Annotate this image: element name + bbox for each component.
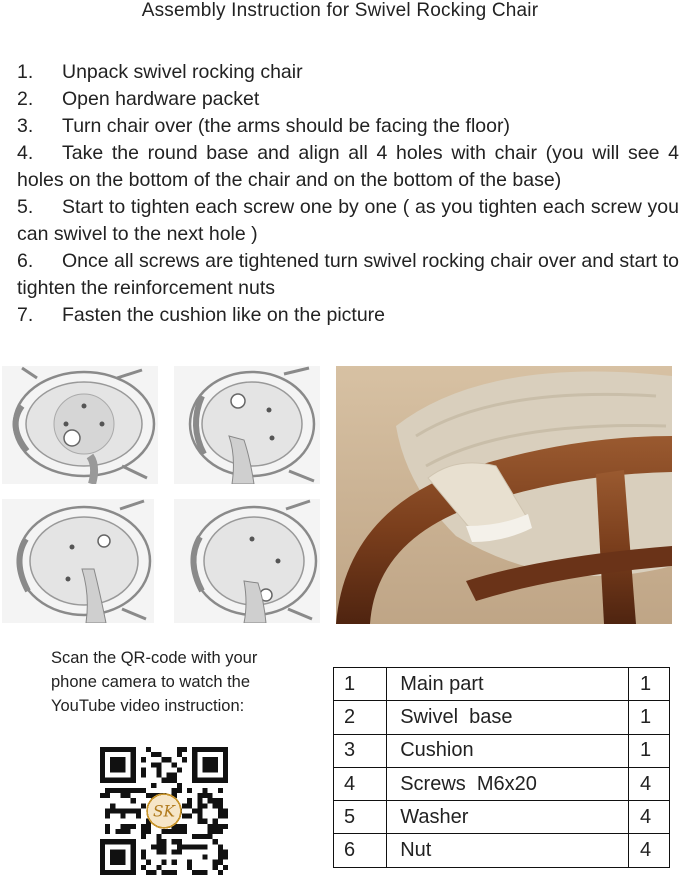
qr-caption: Scan the QR-code with your phone camera to watch the YouTube video instruction: — [51, 649, 258, 715]
step-text: Unpack swivel rocking chair — [62, 61, 303, 83]
step-number: 6. — [17, 250, 34, 272]
table-row — [334, 734, 670, 767]
sketch-image-insert-screw — [174, 366, 320, 484]
part-number: 1 — [334, 668, 387, 701]
part-name: Cushion — [387, 734, 629, 767]
part-quantity: 1 — [629, 734, 670, 767]
part-name: Swivel base — [387, 701, 629, 734]
table-row — [334, 767, 670, 800]
step-text: Take the round base and align all 4 holes with chair (you will see 4 holes on the bottom of the chair and on the bottom of the base) — [17, 142, 679, 191]
part-quantity: 4 — [629, 801, 670, 834]
sketch-image-reinforcement-nut — [174, 499, 320, 623]
step-text: Open hardware packet — [62, 88, 260, 110]
page-title: Assembly Instruction for Swivel Rocking Chair — [141, 0, 539, 21]
step-item — [17, 248, 679, 302]
step-item — [17, 113, 679, 140]
table-row — [334, 701, 670, 734]
part-number: 6 — [334, 834, 387, 867]
step-item — [17, 194, 679, 248]
part-quantity: 4 — [629, 834, 670, 867]
part-number: 5 — [334, 801, 387, 834]
qr-logo-text: SK — [153, 802, 175, 821]
table-row — [334, 801, 670, 834]
step-text: Fasten the cushion like on the picture — [62, 304, 386, 326]
part-number: 2 — [334, 701, 387, 734]
sketch-image-tighten-screw — [2, 499, 154, 623]
table-row — [334, 834, 670, 867]
qr-code-image — [100, 747, 228, 875]
part-quantity: 4 — [629, 767, 670, 800]
cushion-fastening-photo — [336, 366, 672, 624]
part-quantity: 1 — [629, 701, 670, 734]
parts-table — [333, 667, 670, 868]
step-text: Once all screws are tightened turn swivel rocking chair over and start to tighten the reinforcement nuts — [17, 250, 679, 299]
step-number: 1. — [17, 61, 34, 83]
step-item — [17, 302, 679, 329]
part-number: 4 — [334, 767, 387, 800]
step-number: 4. — [17, 142, 34, 164]
step-number: 5. — [17, 196, 34, 218]
table-row — [334, 668, 670, 701]
sketch-image-align-base — [2, 366, 158, 484]
youtube-qr-code[interactable] — [100, 747, 228, 875]
step-item — [17, 140, 679, 194]
step-number: 7. — [17, 304, 34, 326]
part-name: Main part — [387, 668, 629, 701]
part-name: Washer — [387, 801, 629, 834]
part-quantity: 1 — [629, 668, 670, 701]
step-text: Turn chair over (the arms should be facing the floor) — [62, 115, 510, 137]
part-name: Screws M6x20 — [387, 767, 629, 800]
step-item — [17, 86, 679, 113]
part-name: Nut — [387, 834, 629, 867]
part-number: 3 — [334, 734, 387, 767]
step-text: Start to tighten each screw one by one ( as you tighten each screw you can swivel to the next hole ) — [17, 196, 679, 245]
step-number: 3. — [17, 115, 34, 137]
step-number: 2. — [17, 88, 34, 110]
step-item — [17, 59, 679, 86]
instruction-steps — [17, 59, 679, 329]
